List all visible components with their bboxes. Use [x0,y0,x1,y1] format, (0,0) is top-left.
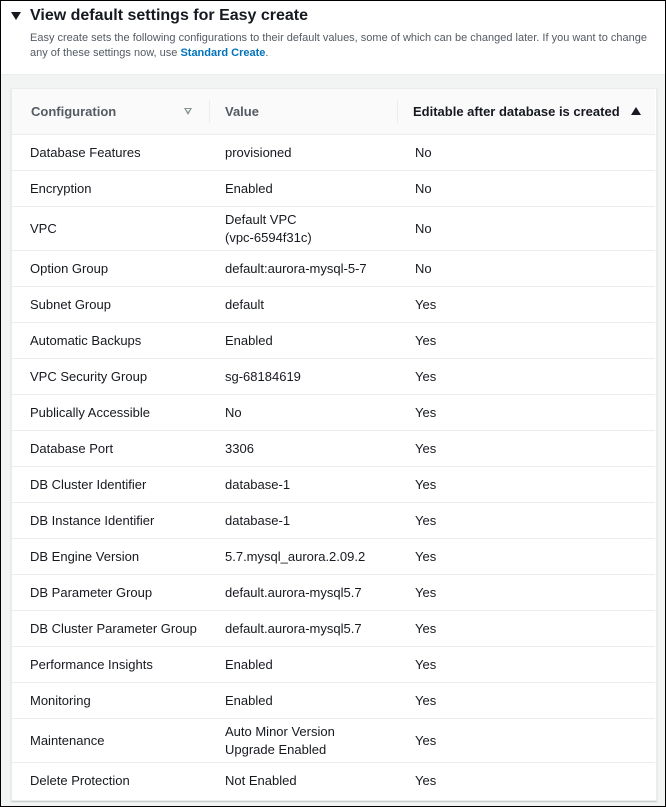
cell-editable: Yes [397,287,655,323]
table-row [12,431,655,467]
cell-editable: No [397,251,655,287]
column-divider [397,100,398,123]
cell-editable: Yes [415,772,437,788]
cell-configuration: Maintenance [12,719,209,763]
cell-value: database-1 [209,503,397,539]
table-row [12,539,655,575]
sort-ascending-icon[interactable] [631,107,641,115]
cell-editable: Yes [397,467,655,503]
table-row [12,395,655,431]
table-row [12,171,655,207]
column-header-configuration[interactable] [12,89,209,135]
table-row [12,503,655,539]
cell-editable: Yes [397,647,655,683]
cell-configuration: Publically Accessible [12,395,209,431]
column-header-editable[interactable] [397,89,655,135]
cell-value: default [209,287,397,323]
table-header-row [12,89,655,135]
cell-value: provisioned [209,135,397,171]
description-text: Easy create sets the following configurations to their default values, some of which can be changed later. If you want to change any of these settings now, use [30,32,647,59]
table-row [12,763,655,799]
section-description [30,31,653,61]
table-row [12,611,655,647]
table-row [12,251,655,287]
cell-editable: No [397,135,655,171]
section-header [1,1,665,75]
description-end: . [265,47,269,59]
column-header-label: Configuration [31,104,117,119]
cell-editable: Yes [397,503,655,539]
cell-configuration: VPC [12,207,209,251]
cell-editable: Yes [397,431,655,467]
cell-configuration: DB Instance Identifier [12,503,209,539]
cell-configuration: Delete Protection [30,772,130,788]
cell-value: 5.7.mysql_aurora.2.09.2 [209,539,397,575]
cell-configuration: Subnet Group [12,287,209,323]
column-header-label: Editable after database is created [413,104,620,119]
cell-value [209,719,397,763]
table-row [12,683,655,719]
cell-value: 3306 [209,431,397,467]
table-body [12,135,655,799]
cell-configuration: Encryption [12,171,209,207]
cell-editable: Yes [397,611,655,647]
defaults-table [12,89,655,799]
cell-editable: Yes [397,539,655,575]
cell-editable: Yes [397,395,655,431]
cell-configuration: DB Cluster Parameter Group [12,611,209,647]
table-row [12,287,655,323]
cell-value: sg-68184619 [209,359,397,395]
cell-value-line: Default VPC [225,211,297,227]
section-title[interactable]: View default settings for Easy create [30,7,309,24]
cell-value: database-1 [209,467,397,503]
cell-value: No [209,395,397,431]
cell-editable: Yes [397,575,655,611]
cell-value-line: Upgrade Enabled [225,741,327,757]
cell-editable: No [397,171,655,207]
cell-value: default.aurora-mysql5.7 [209,575,397,611]
cell-configuration: VPC Security Group [12,359,209,395]
cell-configuration: Database Features [12,135,209,171]
cell-editable: Yes [397,323,655,359]
cell-value-line: Auto Minor Version [225,723,335,739]
cell-value: Enabled [209,171,397,207]
cell-editable: Yes [397,683,655,719]
defaults-table-container [11,88,657,801]
cell-configuration: Automatic Backups [12,323,209,359]
cell-configuration: DB Engine Version [12,539,209,575]
standard-create-link[interactable]: Standard Create [180,47,266,59]
cell-value: Enabled [209,647,397,683]
column-header-label: Value [225,104,259,119]
table-row [12,207,655,251]
cell-configuration: Option Group [12,251,209,287]
caret-down-icon[interactable] [11,12,21,20]
cell-value-line: (vpc-6594f31c) [225,229,312,245]
table-row [12,359,655,395]
cell-value: Enabled [209,683,397,719]
cell-configuration: DB Parameter Group [12,575,209,611]
table-row [12,719,655,763]
cell-configuration: DB Cluster Identifier [12,467,209,503]
cell-value [209,207,397,251]
cell-value: Enabled [209,323,397,359]
cell-editable: Yes [397,359,655,395]
cell-configuration: Monitoring [12,683,209,719]
cell-configuration: Performance Insights [12,647,209,683]
table-row [12,575,655,611]
sort-descending-icon[interactable] [184,108,192,115]
table-row [12,467,655,503]
cell-value: default.aurora-mysql5.7 [209,611,397,647]
cell-editable: Yes [397,719,655,763]
cell-value: default:aurora-mysql-5-7 [209,251,397,287]
cell-editable: No [397,207,655,251]
cell-value: Not Enabled [225,772,297,788]
table-row [12,323,655,359]
table-row [12,647,655,683]
table-row [12,135,655,171]
cell-configuration: Database Port [12,431,209,467]
column-header-value[interactable] [209,89,397,135]
column-divider [209,100,210,123]
